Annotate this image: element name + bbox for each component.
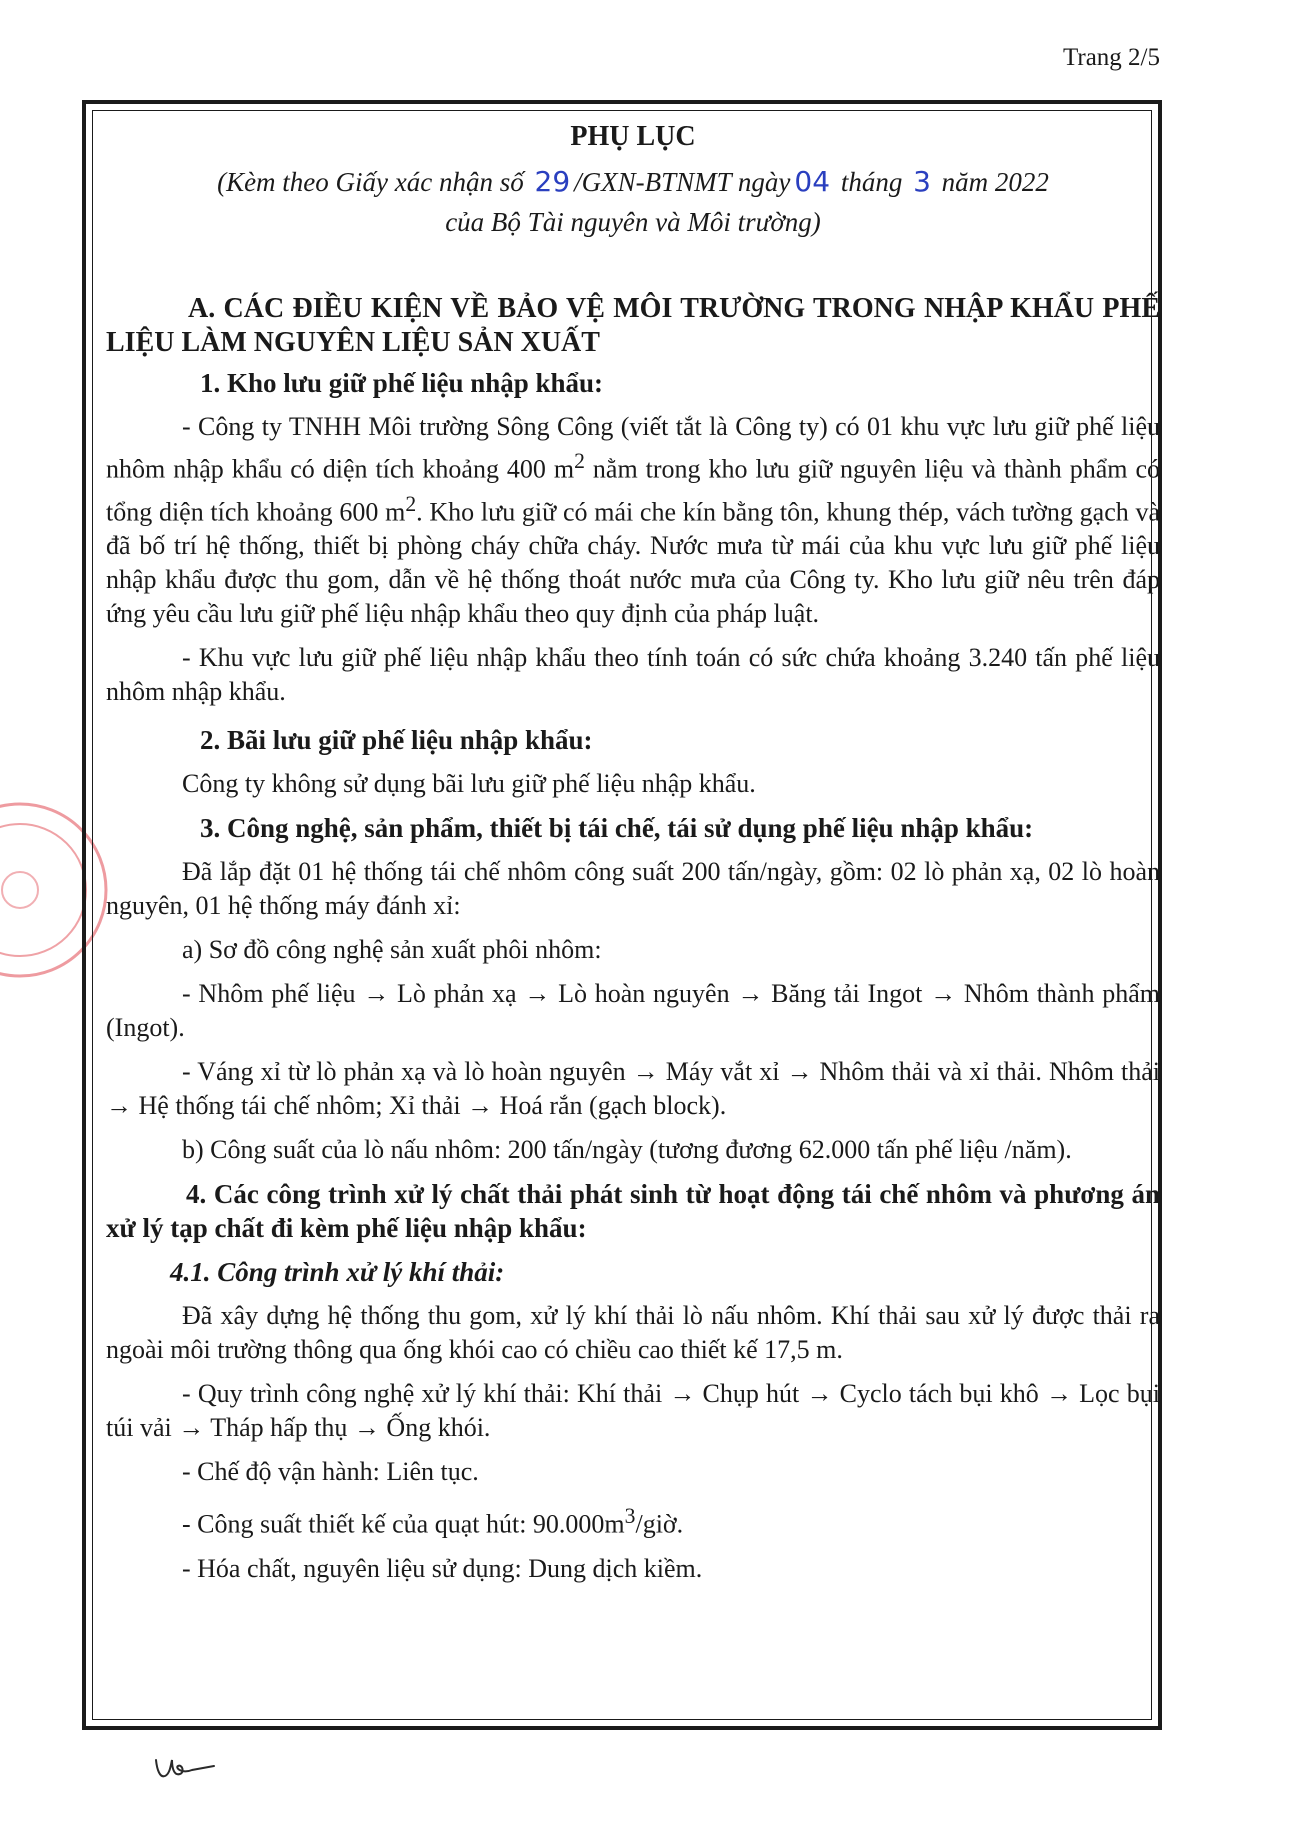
year-text: năm 2022 (941, 167, 1049, 197)
s2-heading: 2. Bãi lưu giữ phế liệu nhập khẩu: (200, 725, 593, 756)
handwritten-day: 04 (794, 165, 831, 198)
section-a-heading: A. CÁC ĐIỀU KIỆN VỀ BẢO VỆ MÔI TRƯỜNG TRONG NHẬP KHẨU PHẾ LIỆU LÀM NGUYÊN LIỆU SẢN XUẤT (106, 293, 1160, 358)
s4-paragraph-4: - Công suất thiết kế của quạt hút: $90.000m^3$/giờ. (182, 1504, 684, 1539)
s4-paragraph-3: - Chế độ vận hành: Liên tục. (182, 1457, 479, 1487)
s2-paragraph-1: Công ty không sử dụng bãi lưu giữ phế liệu nhập khẩu. (182, 769, 756, 799)
reference-prefix: (Kèm theo Giấy xác nhận số (217, 167, 524, 197)
s4-heading: 4. Các công trình xử lý chất thải phát sinh từ hoạt động tái chế nhôm và phương án xử lý tạp chất đi kèm phế liệu nhập khẩu: (106, 1179, 1160, 1244)
s3-heading: 3. Công nghệ, sản phẩm, thiết bị tái chế, tái sử dụng phế liệu nhập khẩu: (200, 813, 1034, 844)
appendix-title: PHỤ LỤC (570, 121, 696, 152)
month-label: tháng (840, 167, 903, 197)
reference-issuer: của Bộ Tài nguyên và Môi trường) (445, 207, 821, 237)
s3-paragraph-2: a) Sơ đồ công nghệ sản xuất phôi nhôm: (182, 935, 602, 965)
s4-paragraph-5: - Hóa chất, nguyên liệu sử dụng: Dung dịch kiềm. (182, 1553, 703, 1583)
s3-paragraph-3: - Nhôm phế liệu → Lò phản xạ → Lò hoàn nguyên → Băng tải Ingot → Nhôm thành phẩm (Ingot). (106, 979, 1160, 1043)
s4-paragraph-2: - Quy trình công nghệ xử lý khí thải: Khí thải → Chụp hút → Cyclo tách bụi khô → Lọc bụi túi vải → Tháp hấp thụ → Ống khói. (106, 1379, 1160, 1443)
handwritten-number: 29 (534, 165, 571, 198)
s4-paragraph-1: Đã xây dựng hệ thống thu gom, xử lý khí thải lò nấu nhôm. Khí thải sau xử lý được thải ra ngoài môi trường thông qua ống khói cao có chiều cao thiết kế 17,5 m. (106, 1301, 1160, 1365)
reference-mid: /GXN-BTNMT ngày (574, 167, 791, 197)
document-body (106, 118, 1160, 1596)
s1-heading: 1. Kho lưu giữ phế liệu nhập khẩu: (200, 368, 604, 398)
handwritten-month: 3 (913, 165, 931, 198)
s1-paragraph-1: - Công ty TNHH Môi trường Sông Công (viết tắt là Công ty) có 01 khu vực lưu giữ phế liệu nhôm nhập khẩu có diện tích khoảng 400 $m^2$ nằm trong kho lưu giữ nguyên liệu và thành phẩm có tổng diện tích khoảng 600 $m^2$. Kho lưu giữ có mái che kín bằng tôn, khung thép, vách tường gạch và đã bố trí hệ thống, thiết bị phòng cháy chữa cháy. Nước mưa từ mái của khu vực lưu giữ phế liệu nhập khẩu được thu gom, dẫn về hệ thống thoát nước mưa của Công ty. Kho lưu giữ nêu trên đáp ứng yêu cầu lưu giữ phế liệu nhập khẩu theo quy định của pháp luật. (106, 412, 1160, 629)
page-number: Trang 2/5 (1062, 44, 1160, 71)
s3-paragraph-1: Đã lắp đặt 01 hệ thống tái chế nhôm công suất 200 tấn/ngày, gồm: 02 lò phản xạ, 02 lò hoàn nguyên, 01 hệ thống máy đánh xỉ: (106, 857, 1160, 921)
s1-paragraph-2: - Khu vực lưu giữ phế liệu nhập khẩu theo tính toán có sức chứa khoảng 3.240 tấn phế liệu nhôm nhập khẩu. (106, 643, 1160, 707)
s3-paragraph-4: - Váng xỉ từ lò phản xạ và lò hoàn nguyên → Máy vắt xỉ → Nhôm thải và xỉ thải. Nhôm thải → Hệ thống tái chế nhôm; Xỉ thải → Hoá rắn (gạch block). (106, 1057, 1160, 1121)
s3-paragraph-5: b) Công suất của lò nấu nhôm: 200 tấn/ngày (tương đương 62.000 tấn phế liệu /năm). (182, 1135, 1072, 1165)
appendix-reference (106, 162, 1160, 242)
s4-1-heading: 4.1. Công trình xử lý khí thải: (170, 1257, 505, 1288)
handwritten-initials (152, 1754, 222, 1784)
